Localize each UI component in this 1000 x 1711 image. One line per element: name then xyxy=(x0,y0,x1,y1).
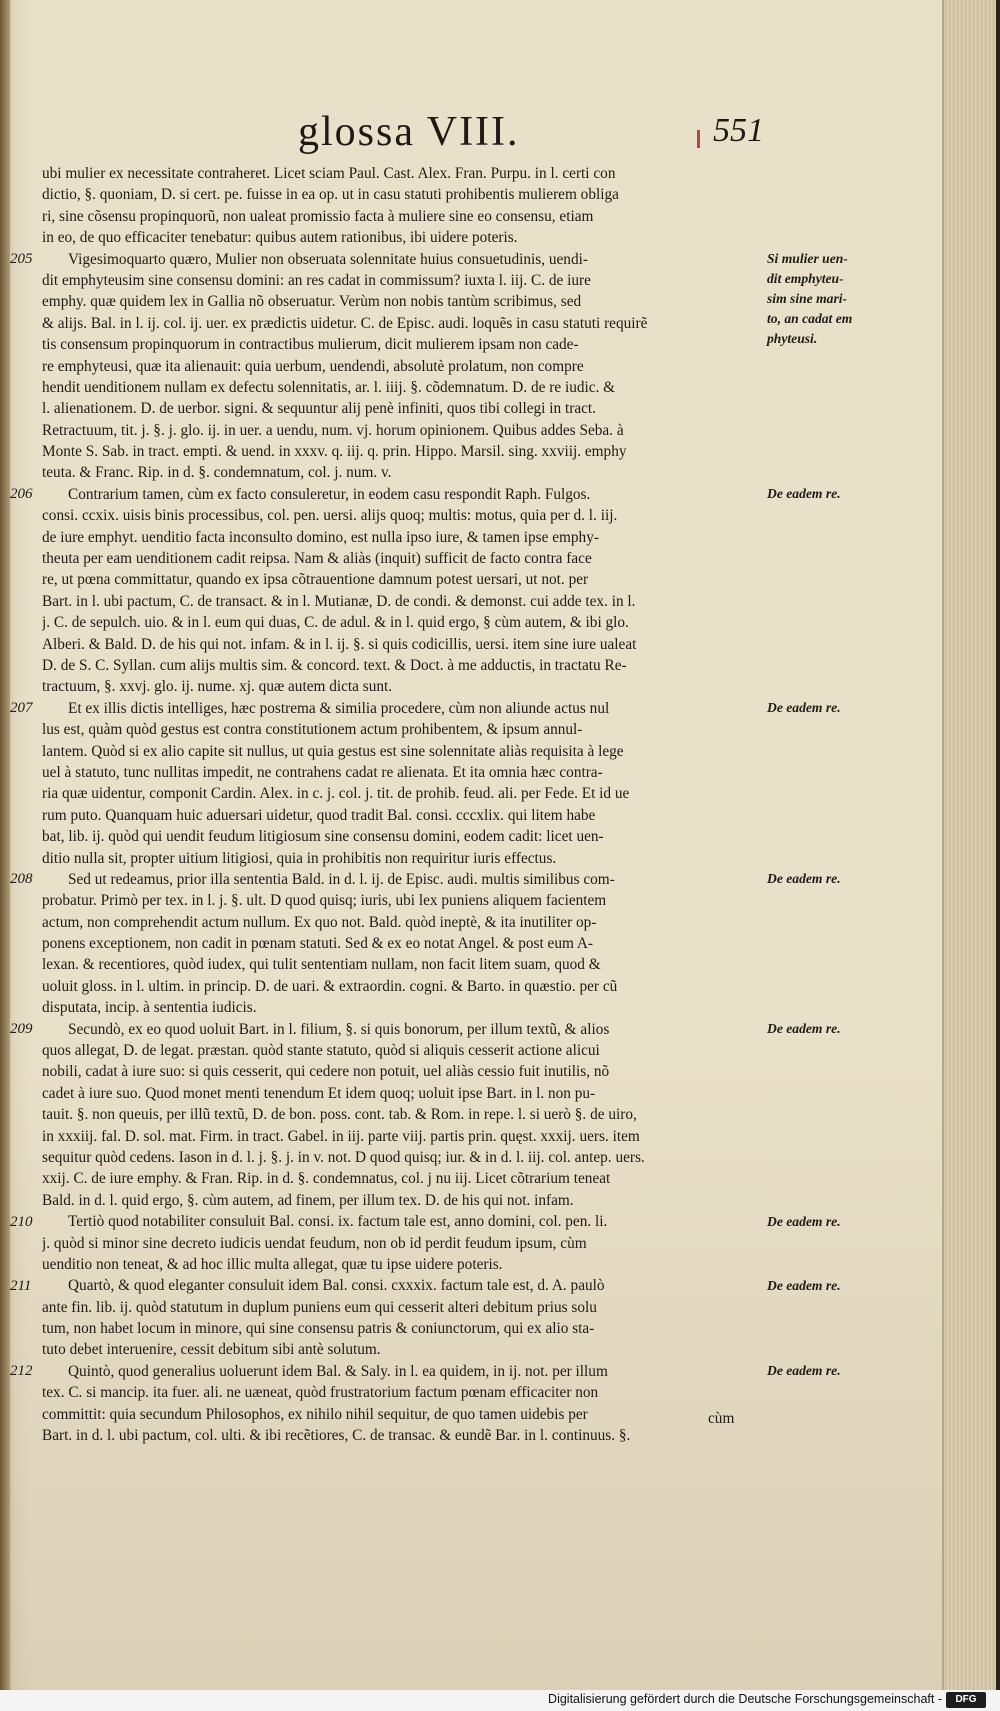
side-note xyxy=(767,1276,865,1296)
text-line: Monte S. Sab. in tract. empti. & uend. in xxxv. q. iij. q. prin. Hippo. Marsil. sing. xxviij. emphy xyxy=(42,443,627,461)
text-line: Bart. in l. ubi pactum, C. de transact. & in l. Mutianæ, D. de condi. & demonst. cui adde tex. in l. xyxy=(42,592,636,610)
paragraph-number: 209 xyxy=(10,1021,33,1037)
text-line: Bart. in d. l. ubi pactum, col. ulti. & ibi recẽtiores, C. de transac. & eundẽ Bar. in l. continuus. §. xyxy=(42,1427,631,1445)
paragraph-number: 207 xyxy=(10,700,33,716)
side-note xyxy=(767,249,865,349)
side-note xyxy=(767,698,865,718)
side-note xyxy=(767,484,865,504)
text-line: Alberi. & Bald. D. de his qui not. infam. & in l. ij. §. si quis codicillis, uersi. item sine iure ualeat xyxy=(42,635,637,653)
text-line: Bald. in d. l. quid ergo, §. cùm autem, ad finem, per illum tex. D. de his qui not. infam. xyxy=(42,1191,574,1209)
side-note xyxy=(767,1361,865,1381)
text-line: lexan. & recentiores, quòd iudex, qui tulit sententiam nullam, non facit litem suam, quod & xyxy=(42,956,601,974)
text-line: Tertiò quod notabiliter consuluit Bal. consi. ix. factum tale est, anno domini, col. pen. li. xyxy=(68,1213,608,1231)
text-line: & alijs. Bal. in l. ij. col. ij. uer. ex prædictis uidetur. C. de Episc. audi. loquẽs in casu statuti requirẽ xyxy=(42,314,648,332)
text-line: ri, sine cõsensu propinquorũ, non ualeat promissio facta à muliere sine eo consensu, etiam xyxy=(42,207,594,225)
text-line: tuto debet interuenire, cessit debitum sibi antè solutum. xyxy=(42,1341,381,1359)
text-line: tex. C. si mancip. ita fuer. ali. ne uæneat, quòd frustratorium factum pœnam efficaciter non xyxy=(42,1384,599,1402)
side-note-line: dit emphyteu- xyxy=(767,270,844,286)
side-note-line: De eadem re. xyxy=(767,1277,841,1293)
text-line: uoluit gloss. in l. ultim. in princip. D. de uari. & extraordin. cogni. & Barto. in quæstio. per cũ xyxy=(42,977,618,995)
text-line: committit: quia secundum Philosophos, ex nihilo nihil sequitur, de quo tamen uidebis per xyxy=(42,1405,588,1423)
dfg-logo-icon: DFG xyxy=(946,1692,986,1708)
text-line: ante fin. lib. ij. quòd statutum in duplum puniens eum qui cesserit alteri debitum prius solu xyxy=(42,1298,597,1316)
text-line: dictio, §. quoniam, D. si cert. pe. fuisse in ea op. ut in casu statuti prohibentis mulierem obliga xyxy=(42,186,619,204)
text-line: bat, lib. ij. quòd qui uendit feudum litigiosum sine consensu domini, eodem cadit: licet uen- xyxy=(42,828,604,846)
paragraph-number: 210 xyxy=(10,1213,33,1230)
side-note-line: De eadem re. xyxy=(767,486,841,501)
text-line: in eo, de quo efficaciter tenebatur: quibus autem rationibus, ibi uidere poteris. xyxy=(42,229,518,247)
text-line: Contrarium tamen, cùm ex facto consuleretur, in eodem casu respondit Raph. Fulgos. xyxy=(68,485,591,503)
text-line: ubi mulier ex necessitate contraheret. Licet sciam Paul. Cast. Alex. Fran. Purpu. in l. certi con xyxy=(42,165,616,182)
text-line: tum, non habet locum in minore, qui sine consensu patris & coniunctorum, qui ex alio sta- xyxy=(42,1320,595,1338)
folio-number: 551 xyxy=(713,112,764,149)
side-note-line: De eadem re. xyxy=(767,1213,841,1229)
text-line: j. C. de sepulch. uio. & in l. eum qui duas, C. de adul. & in l. quid ergo, § cùm autem, & ibi glo. xyxy=(42,614,629,632)
text-line: de iure emphyt. uenditio facta inconsulto domino, est nulla ipso iure, & tamen ipse emphy- xyxy=(42,528,599,546)
text-line: lus est, quàm quòd gestus est contra constitutionem actum prohibentem, & ipsum annul- xyxy=(42,721,583,739)
side-note-line: De eadem re. xyxy=(767,1021,841,1036)
text-line: sequitur quòd cedens. Iason in d. l. j. §. j. in v. not. D quod quisq; iur. & in d. l. iij. col. antep. uers. xyxy=(42,1148,645,1166)
text-line: ponens exceptionem, non cadit in pœnam statuti. Sed & ex eo notat Angel. & post eum A- xyxy=(42,935,594,953)
paragraph-number: 205 xyxy=(10,250,33,267)
side-note xyxy=(767,1019,865,1039)
text-line: Quintò, quod generalius uoluerunt idem Bal. & Saly. in l. ea quidem, in ij. not. per illum xyxy=(68,1362,608,1380)
text-line: uel à statuto, tunc nullitas impedit, ne contrahens cadat re alienata. Et ita omnia hæc contra- xyxy=(42,763,603,781)
footer-credit: Digitalisierung gefördert durch die Deutsche Forschungsgemeinschaft - xyxy=(548,1692,942,1706)
text-line: j. quòd si minor sine decreto iudicis uendat feudum, non ob id perdit feudum ipsum, cùm xyxy=(42,1234,587,1252)
side-note-line: De eadem re. xyxy=(767,871,841,887)
text-line: Vigesimoquarto quæro, Mulier non obseruata solennitate huius consuetudinis, uendi- xyxy=(68,250,588,268)
page-fore-edge xyxy=(942,0,996,1690)
text-line: tauit. §. non queuis, per illũ textũ, D. de bon. poss. cont. tab. & Rom. in repe. l. si uerò §. de uiro, xyxy=(42,1106,637,1124)
text-line: l. alienationem. D. de uerbor. signi. & sequuntur alij penè infiniti, quos tibi collegi in tract. xyxy=(42,400,596,418)
page-header xyxy=(0,108,940,168)
text-line: re emphyteusi, quæ ita alienauit: quia uerbum, uendendi, absolutè prolatum, non compre xyxy=(42,357,584,375)
text-line: hendit uenditionem nullam ex defectu solennitatis, ar. l. iiij. §. cõdemnatum. D. de re iudic. & xyxy=(42,378,616,396)
text-line: D. de S. C. Syllan. cum alijs multis sim. & concord. text. & Doct. à me adductis, in tractatu Re- xyxy=(42,656,627,674)
text-line: teuta. & Franc. Rip. in d. §. condemnatum, col. j. num. v. xyxy=(42,464,392,482)
text-line: emphy. quæ quidem lex in Gallia nõ obseruatur. Verùm non nobis tantùm scribimus, sed xyxy=(42,293,582,311)
side-note-line: De eadem re. xyxy=(767,700,841,715)
text-line: rum puto. Quanquam huic aduersari uidetur, quod tradit Bal. consi. cccxlix. qui litem habe xyxy=(42,806,596,824)
text-line: re, ut pœna committatur, quando ex ipsa cõtrauentione damnum potest uersari, ut not. per xyxy=(42,571,589,589)
text-line: tis consensum propinquorum in contractibus mulierum, dicit mulierem ipsam non cade- xyxy=(42,336,579,354)
digitization-footer xyxy=(0,1690,1000,1711)
text-line: Retractuum, tit. j. §. j. glo. ij. in uer. a uendu, num. vj. horum opinionem. Quibus addes Seba. à xyxy=(42,421,624,439)
side-note-line: sim sine mari- xyxy=(767,290,848,306)
text-line: Secundò, ex eo quod uoluit Bart. in l. filium, §. si quis bonorum, per illum textũ, & alios xyxy=(68,1020,610,1038)
text-line: xxij. C. de iure emphy. & Fran. Rip. in d. §. condemnatus, col. j nu iij. Licet cõtrarium teneat xyxy=(42,1170,611,1188)
text-line: quos allegat, D. de legat. præstan. quòd stante statuto, quòd si aliquis cesserit actione alicui xyxy=(42,1042,600,1060)
side-note-line: phyteusi. xyxy=(767,330,818,346)
binding-edge xyxy=(0,0,10,1690)
text-line: in xxxiij. fal. D. sol. mat. Firm. in tract. Gabel. in iij. parte viij. partis prin. quęst. xxxij. uers. item xyxy=(42,1127,640,1145)
catchword: cùm xyxy=(708,1410,735,1427)
paragraph-number: 206 xyxy=(10,486,33,502)
text-line: nobili, cadat à iure suo: si quis cesserit, qui cedere non potuit, uel aliàs cessio fuit inutilis, nõ xyxy=(42,1063,610,1081)
text-line: ria quæ uidentur, componit Cardin. Alex. in c. j. col. j. tit. de prohib. feud. ali. per Fede. Et id ue xyxy=(42,785,630,803)
text-line: tractuum, §. xxvj. glo. ij. nume. xj. quæ autem dicta sunt. xyxy=(42,678,393,696)
side-note-line: Si mulier uen- xyxy=(767,250,848,266)
folio-ink-mark xyxy=(697,130,700,148)
text-line: probatur. Primò per tex. in l. j. §. ult. D quod quisq; iuris, ubi lex puniens aliquem facientem xyxy=(42,892,607,910)
text-line: disputata, incip. à sententia iudicis. xyxy=(42,999,257,1017)
text-line: actum, non comprehendit actum nullum. Ex quo not. Bald. quòd ineptè, & ita inutiliter op- xyxy=(42,913,597,931)
paragraph-number: 208 xyxy=(10,871,33,888)
text-line: ditio nulla sit, propter uitium litigiosi, quia in prohibitis non requiritur iuris effectus. xyxy=(42,849,557,867)
paragraph-number: 211 xyxy=(10,1277,32,1294)
text-line: Sed ut redeamus, prior illa sententia Bald. in d. l. ij. de Episc. audi. multis similibus com- xyxy=(68,870,615,888)
text-line: cadet à iure suo. Quod monet menti tenendum Et idem quoq; uoluit ipse Bart. in l. non pu- xyxy=(42,1084,596,1102)
text-line: Et ex illis dictis intelliges, hæc postrema & similia procedere, cùm non aliunde actus nul xyxy=(68,699,610,717)
text-line: Quartò, & quod eleganter consuluit idem Bal. consi. cxxxix. factum tale est, d. A. paulò xyxy=(68,1277,605,1295)
side-note-line: to, an cadat em xyxy=(767,310,853,326)
main-text-block xyxy=(42,163,760,1446)
side-note xyxy=(767,869,865,889)
side-note xyxy=(767,1212,865,1232)
side-note-line: De eadem re. xyxy=(767,1363,841,1379)
text-line: dit emphyteusim sine consensu domini: an res cadat in commissum? iuxta l. iij. C. de iure xyxy=(42,271,591,289)
text-line: consi. ccxix. uisis binis processibus, col. pen. uersi. alijs quoq; multis: motus, quia per d. l. iij. xyxy=(42,507,618,525)
paragraph-number: 212 xyxy=(10,1363,33,1380)
text-line: lantem. Quòd si ex alio capite sit nullus, ut quia gestus est sine solennitate aliàs requisita à lege xyxy=(42,742,624,760)
running-head: glossa VIII. xyxy=(298,109,520,155)
text-line: theuta per eam uenditionem cadit reipsa. Nam & aliàs (inquit) sufficit de facto contra face xyxy=(42,550,592,568)
text-line: uenditio non teneat, & ad hoc illic multa allegat, quæ tu ipse uidere poteris. xyxy=(42,1255,503,1273)
